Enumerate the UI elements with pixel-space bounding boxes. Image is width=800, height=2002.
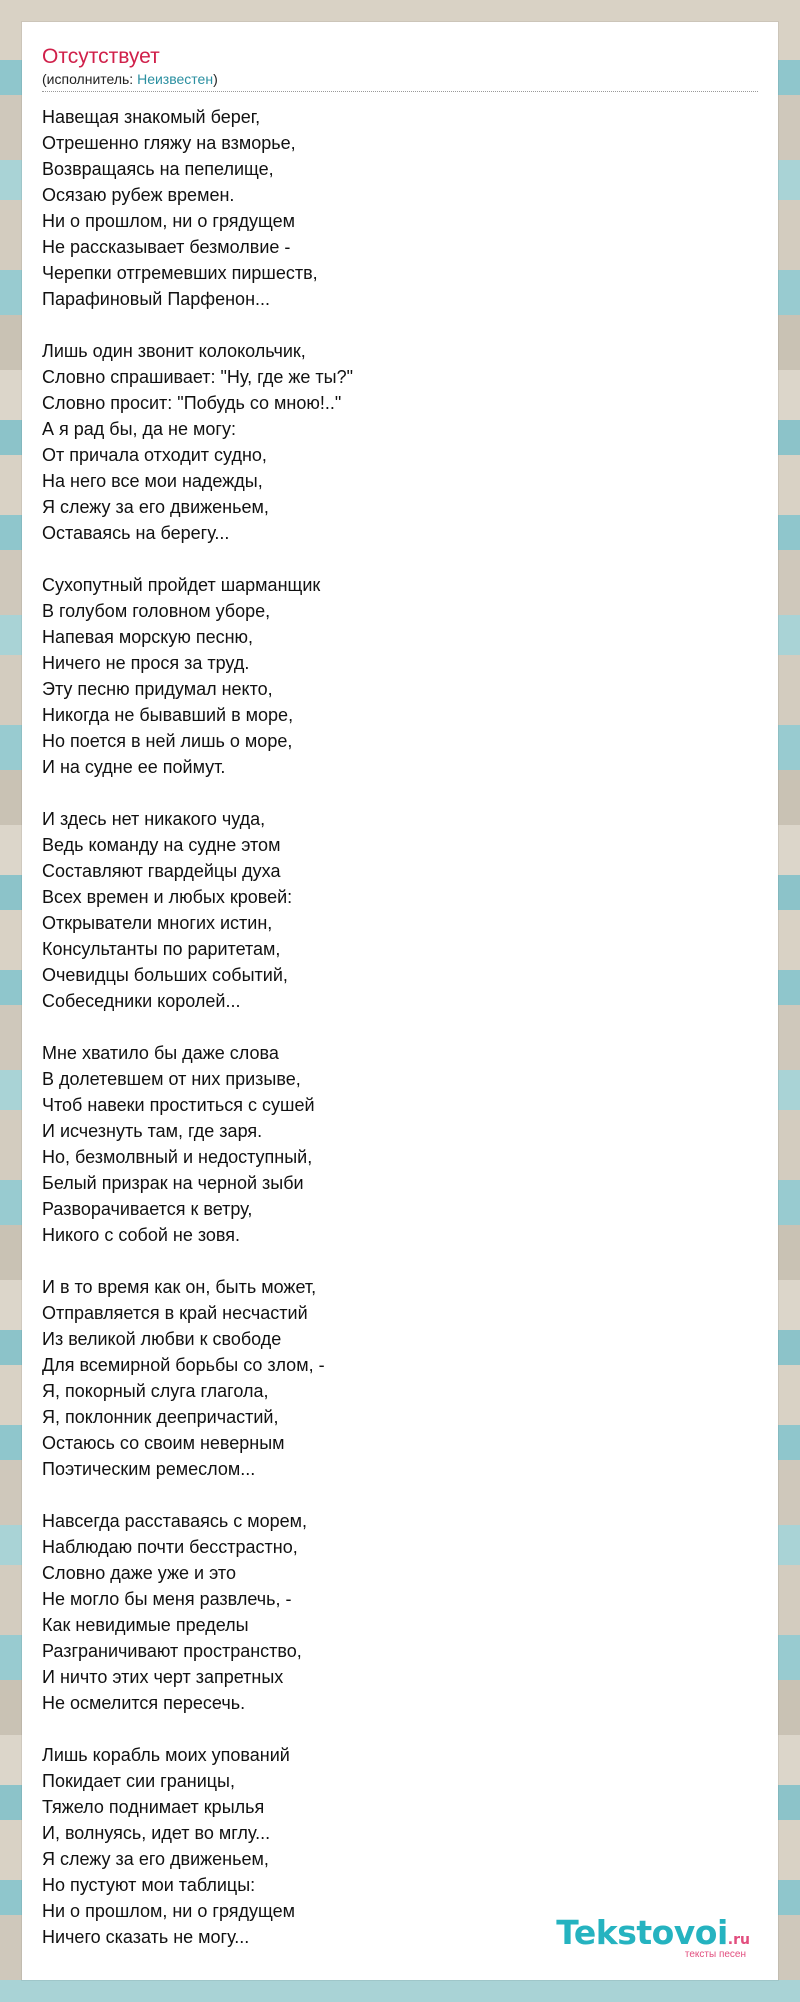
lyrics-stanza [42,1040,758,1248]
lyrics-line: И, волнуясь, идет во мглу... [42,1823,271,1843]
lyrics-line: Никого с собой не зовя. [42,1225,241,1245]
lyrics-line: Словно спрашивает: "Ну, где же ты?" [42,367,354,387]
lyrics-line: И на судне ее поймут. [42,757,226,777]
lyrics-line: Покидает сии границы, [42,1771,235,1791]
lyrics-line: Напевая морскую песню, [42,627,254,647]
lyrics-line: Лишь корабль моих упований [42,1745,290,1765]
lyrics-line: Отрешенно гляжу на взморье, [42,133,296,153]
lyrics-line: Навещая знакомый берег, [42,107,261,127]
lyrics-line: Не рассказывает безмолвие - [42,237,291,257]
lyrics-line: И здесь нет никакого чуда, [42,809,266,829]
lyrics-line: Остаюсь со своим неверным [42,1433,285,1453]
logo-tagline: тексты песен [684,1949,746,1960]
lyrics-line: Лишь один звонит колокольчик, [42,341,306,361]
lyrics-line: Ни о прошлом, ни о грядущем [42,211,295,231]
lyrics-line: Я слежу за его движеньем, [42,1849,269,1869]
lyrics-line: И ничто этих черт запретных [42,1667,284,1687]
lyrics-line: Навсегда расставаясь с морем, [42,1511,308,1531]
lyrics-line: Как невидимые пределы [42,1615,249,1635]
lyrics-line: Я, покорный слуга глагола, [42,1381,269,1401]
artist-line [42,70,758,92]
lyrics-line: Консультанты по раритетам, [42,939,281,959]
lyrics-line: На него все мои надежды, [42,471,263,491]
lyrics-line: Открыватели многих истин, [42,913,273,933]
lyrics-line: Наблюдаю почти бесстрастно, [42,1537,298,1557]
lyrics-stanza [42,104,758,312]
lyrics-line: Поэтическим ремеслом... [42,1459,256,1479]
artist-link[interactable]: Неизвестен [137,71,214,87]
lyrics-stanza [42,806,758,1014]
lyrics-line: Очевидцы больших событий, [42,965,288,985]
lyrics-line: Но, безмолвный и недоступный, [42,1147,313,1167]
lyrics-body [42,104,758,1950]
song-title: Отсутствует [42,45,160,68]
lyrics-line: От причала отходит судно, [42,445,267,465]
lyrics-line: Всех времен и любых кровей: [42,887,293,907]
lyrics-line: Никогда не бывавший в море, [42,705,294,725]
lyrics-line: Для всемирной борьбы со злом, - [42,1355,325,1375]
lyrics-line: Но поется в ней лишь о море, [42,731,293,751]
logo-wordmark: Tekstovoi [556,1913,728,1952]
lyrics-stanza [42,338,758,546]
lyrics-line: Я слежу за его движеньем, [42,497,269,517]
lyrics-line: В голубом головном уборе, [42,601,271,621]
lyrics-line: Тяжело поднимает крылья [42,1797,265,1817]
lyrics-stanza [42,1508,758,1716]
artist-prefix: (исполнитель: [42,71,138,87]
lyrics-line: Составляют гвардейцы духа [42,861,281,881]
lyrics-line: Не осмелится пересечь. [42,1693,246,1713]
lyrics-line: Отправляется в край несчастий [42,1303,308,1323]
lyrics-line: А я рад бы, да не могу: [42,419,236,439]
lyrics-line: Эту песню придумал некто, [42,679,273,699]
lyrics-line: Ничего сказать не могу... [42,1927,250,1947]
lyrics-line: Разворачивается к ветру, [42,1199,253,1219]
lyrics-line: Разграничивают пространство, [42,1641,302,1661]
lyrics-line: И в то время как он, быть может, [42,1277,317,1297]
lyrics-stanza [42,572,758,780]
lyrics-line: Собеседники королей... [42,991,241,1011]
lyrics-line: Но пустуют мои таблицы: [42,1875,256,1895]
lyrics-line: Осязаю рубеж времен. [42,185,235,205]
lyrics-line: Словно просит: "Побудь со мною!.." [42,393,342,413]
lyrics-line: Я, поклонник деепричастий, [42,1407,279,1427]
lyrics-line: Оставаясь на берегу... [42,523,230,543]
artist-suffix: ) [213,71,218,87]
lyrics-line: Черепки отгремевших пиршеств, [42,263,318,283]
lyrics-line: В долетевшем от них призыве, [42,1069,301,1089]
lyrics-line: Ни о прошлом, ни о грядущем [42,1901,295,1921]
lyrics-stanza [42,1274,758,1482]
lyrics-line: Ведь команду на судне этом [42,835,281,855]
site-logo[interactable] [556,1913,750,1960]
lyrics-card [22,22,778,1980]
lyrics-line: Словно даже уже и это [42,1563,236,1583]
lyrics-line: Ничего не прося за труд. [42,653,250,673]
lyrics-line: И исчезнуть там, где заря. [42,1121,263,1141]
lyrics-line: Из великой любви к свободе [42,1329,282,1349]
lyrics-line: Белый призрак на черной зыби [42,1173,304,1193]
lyrics-line: Парафиновый Парфенон... [42,289,271,309]
lyrics-line: Чтоб навеки проститься с сушей [42,1095,315,1115]
lyrics-line: Мне хватило бы даже слова [42,1043,279,1063]
logo-domain-suffix: .ru [727,1932,750,1948]
lyrics-line: Возвращаясь на пепелище, [42,159,274,179]
lyrics-line: Не могло бы меня развлечь, - [42,1589,292,1609]
lyrics-line: Сухопутный пройдет шарманщик [42,575,321,595]
